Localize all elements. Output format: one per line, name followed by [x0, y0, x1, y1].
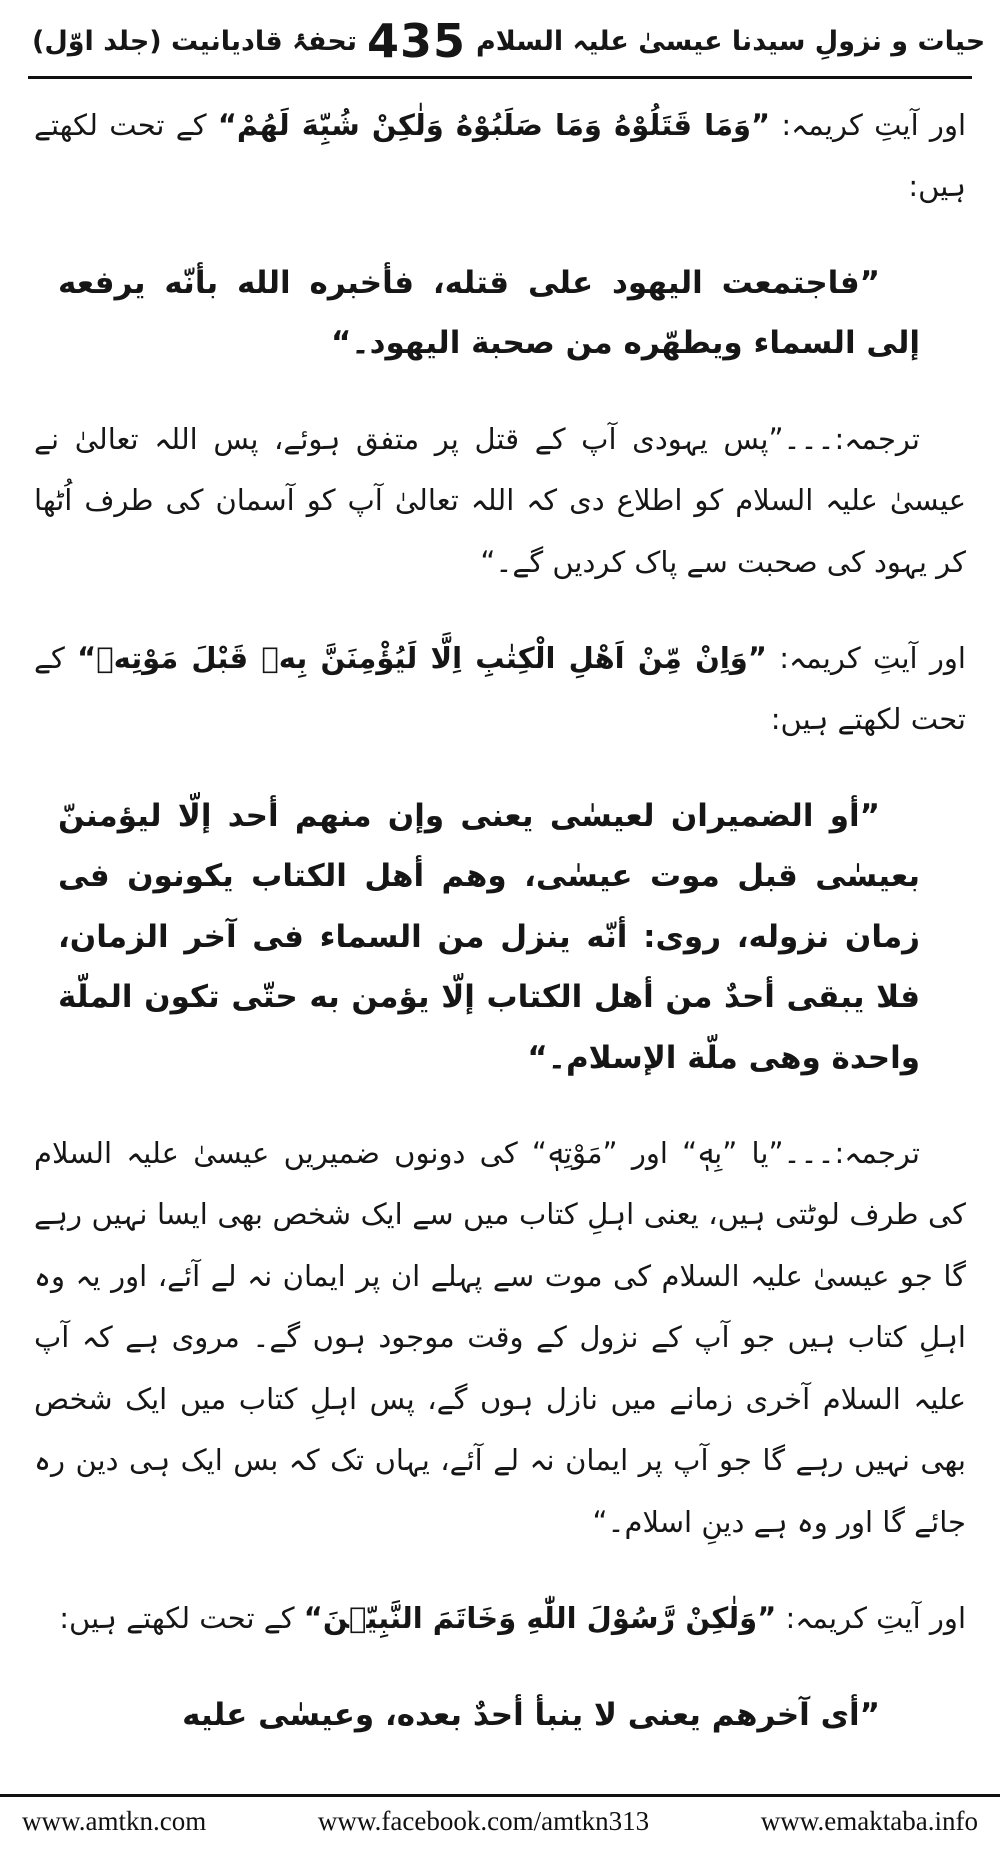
page-body	[26, 79, 974, 1751]
arabic-quotation: ”أو الضميران لعيسٰى يعنى وإن منهم أحد إلّا ليؤمننّ بعيسٰى قبل موت عيسٰى، وهم أهل الكتاب يكونون فى زمان نزوله، روى: أنّه ينزل من السماء فى آخر الزمان، فلا يبقى أحدٌ من أهل الكتاب إلّا يؤمن به حتّى تكون الملّة واحدة وهى ملّة الإسلام۔“	[58, 797, 920, 1076]
urdu-text: اور آیتِ کریمہ:	[770, 108, 967, 142]
urdu-text: کے تحت لکھتے ہیں:	[34, 640, 966, 737]
quran-quote: ”وَاِنْ مِّنْ اَهْلِ الْكِتٰبِ اِلَّا لَيُؤْمِنَنَّ بِهٖ قَبْلَ مَوْتِهٖ“	[77, 640, 767, 675]
book-title: تحفۂ قادیانیت (جلد اوّل)	[32, 25, 357, 57]
verse-intro-paragraph	[34, 1588, 966, 1649]
urdu-text: کے تحت لکھتے ہیں:	[34, 108, 966, 204]
translation-paragraph: ترجمہ:۔۔۔”یا ”بِهٖ“ اور ”مَوْتِهٖ“ کی دونوں ضمیریں عیسیٰ علیہ السلام کی طرف لوٹتی ہیں، یعنی اہلِ کتاب میں سے ایک شخص بھی ایسا نہیں رہے گا جو عیسیٰ علیہ السلام کی موت سے پہلے ان پر ایمان نہ لے آئے، اور یہ وہ اہلِ کتاب ہیں جو آپ کے نزول کے وقت موجود ہوں گے۔ مروی ہے کہ آپ علیہ السلام آخری زمانے میں نازل ہوں گے، پس اہلِ کتاب میں ایک شخص بھی نہیں رہے گا جو آپ پر ایمان نہ لے آئے، یہاں تک کہ بس ایک ہی دین رہ جائے گا اور وہ ہے دینِ اسلام۔“	[34, 1135, 966, 1539]
translation-paragraph: ترجمہ:۔۔۔”پس یہودی آپ کے قتل پر متفق ہوئے، پس اللہ تعالیٰ نے عیسیٰ علیہ السلام کو اطلاع دی کہ اللہ تعالیٰ آپ کو آسمان کی طرف اُٹھا کر یہود کی صحبت سے پاک کردیں گے۔“	[34, 421, 966, 579]
footer-link-facebook: www.facebook.com/amtkn313	[317, 1806, 650, 1836]
page-number: 435	[366, 14, 466, 68]
urdu-text: کے تحت لکھتے ہیں:	[59, 1601, 304, 1636]
arabic-quotation: ”فاجتمعت اليهود على قتله، فأخبره الله بأنّه يرفعه إلى السماء ويطهّره من صحبة اليهود۔“	[58, 264, 920, 362]
quran-quote: ”وَلٰكِنْ رَّسُوْلَ اللّٰهِ وَخَاتَمَ النَّبِيّٖنَ“	[303, 1601, 777, 1636]
chapter-title: حیات و نزولِ سیدنا عیسیٰ علیہ السلام	[476, 25, 986, 57]
urdu-text: اور آیتِ کریمہ:	[766, 640, 966, 675]
verse-intro-paragraph	[34, 95, 966, 218]
arabic-quotation: ”أى آخرهم يعنى لا ينبأ أحدٌ بعده، وعيسٰى عليه	[182, 1696, 880, 1733]
page-header	[26, 10, 986, 74]
page-footer	[0, 1794, 1000, 1850]
footer-link-amtkn: www.amtkn.com	[22, 1806, 207, 1836]
footer-link-emaktaba: www.emaktaba.info	[760, 1806, 978, 1836]
urdu-text: اور آیتِ کریمہ:	[776, 1601, 966, 1636]
verse-intro-paragraph	[34, 628, 966, 751]
quran-quote: ”وَمَا قَتَلُوْهُ وَمَا صَلَبُوْهُ وَلٰكِنْ شُبِّهَ لَهُمْ“	[217, 108, 771, 142]
